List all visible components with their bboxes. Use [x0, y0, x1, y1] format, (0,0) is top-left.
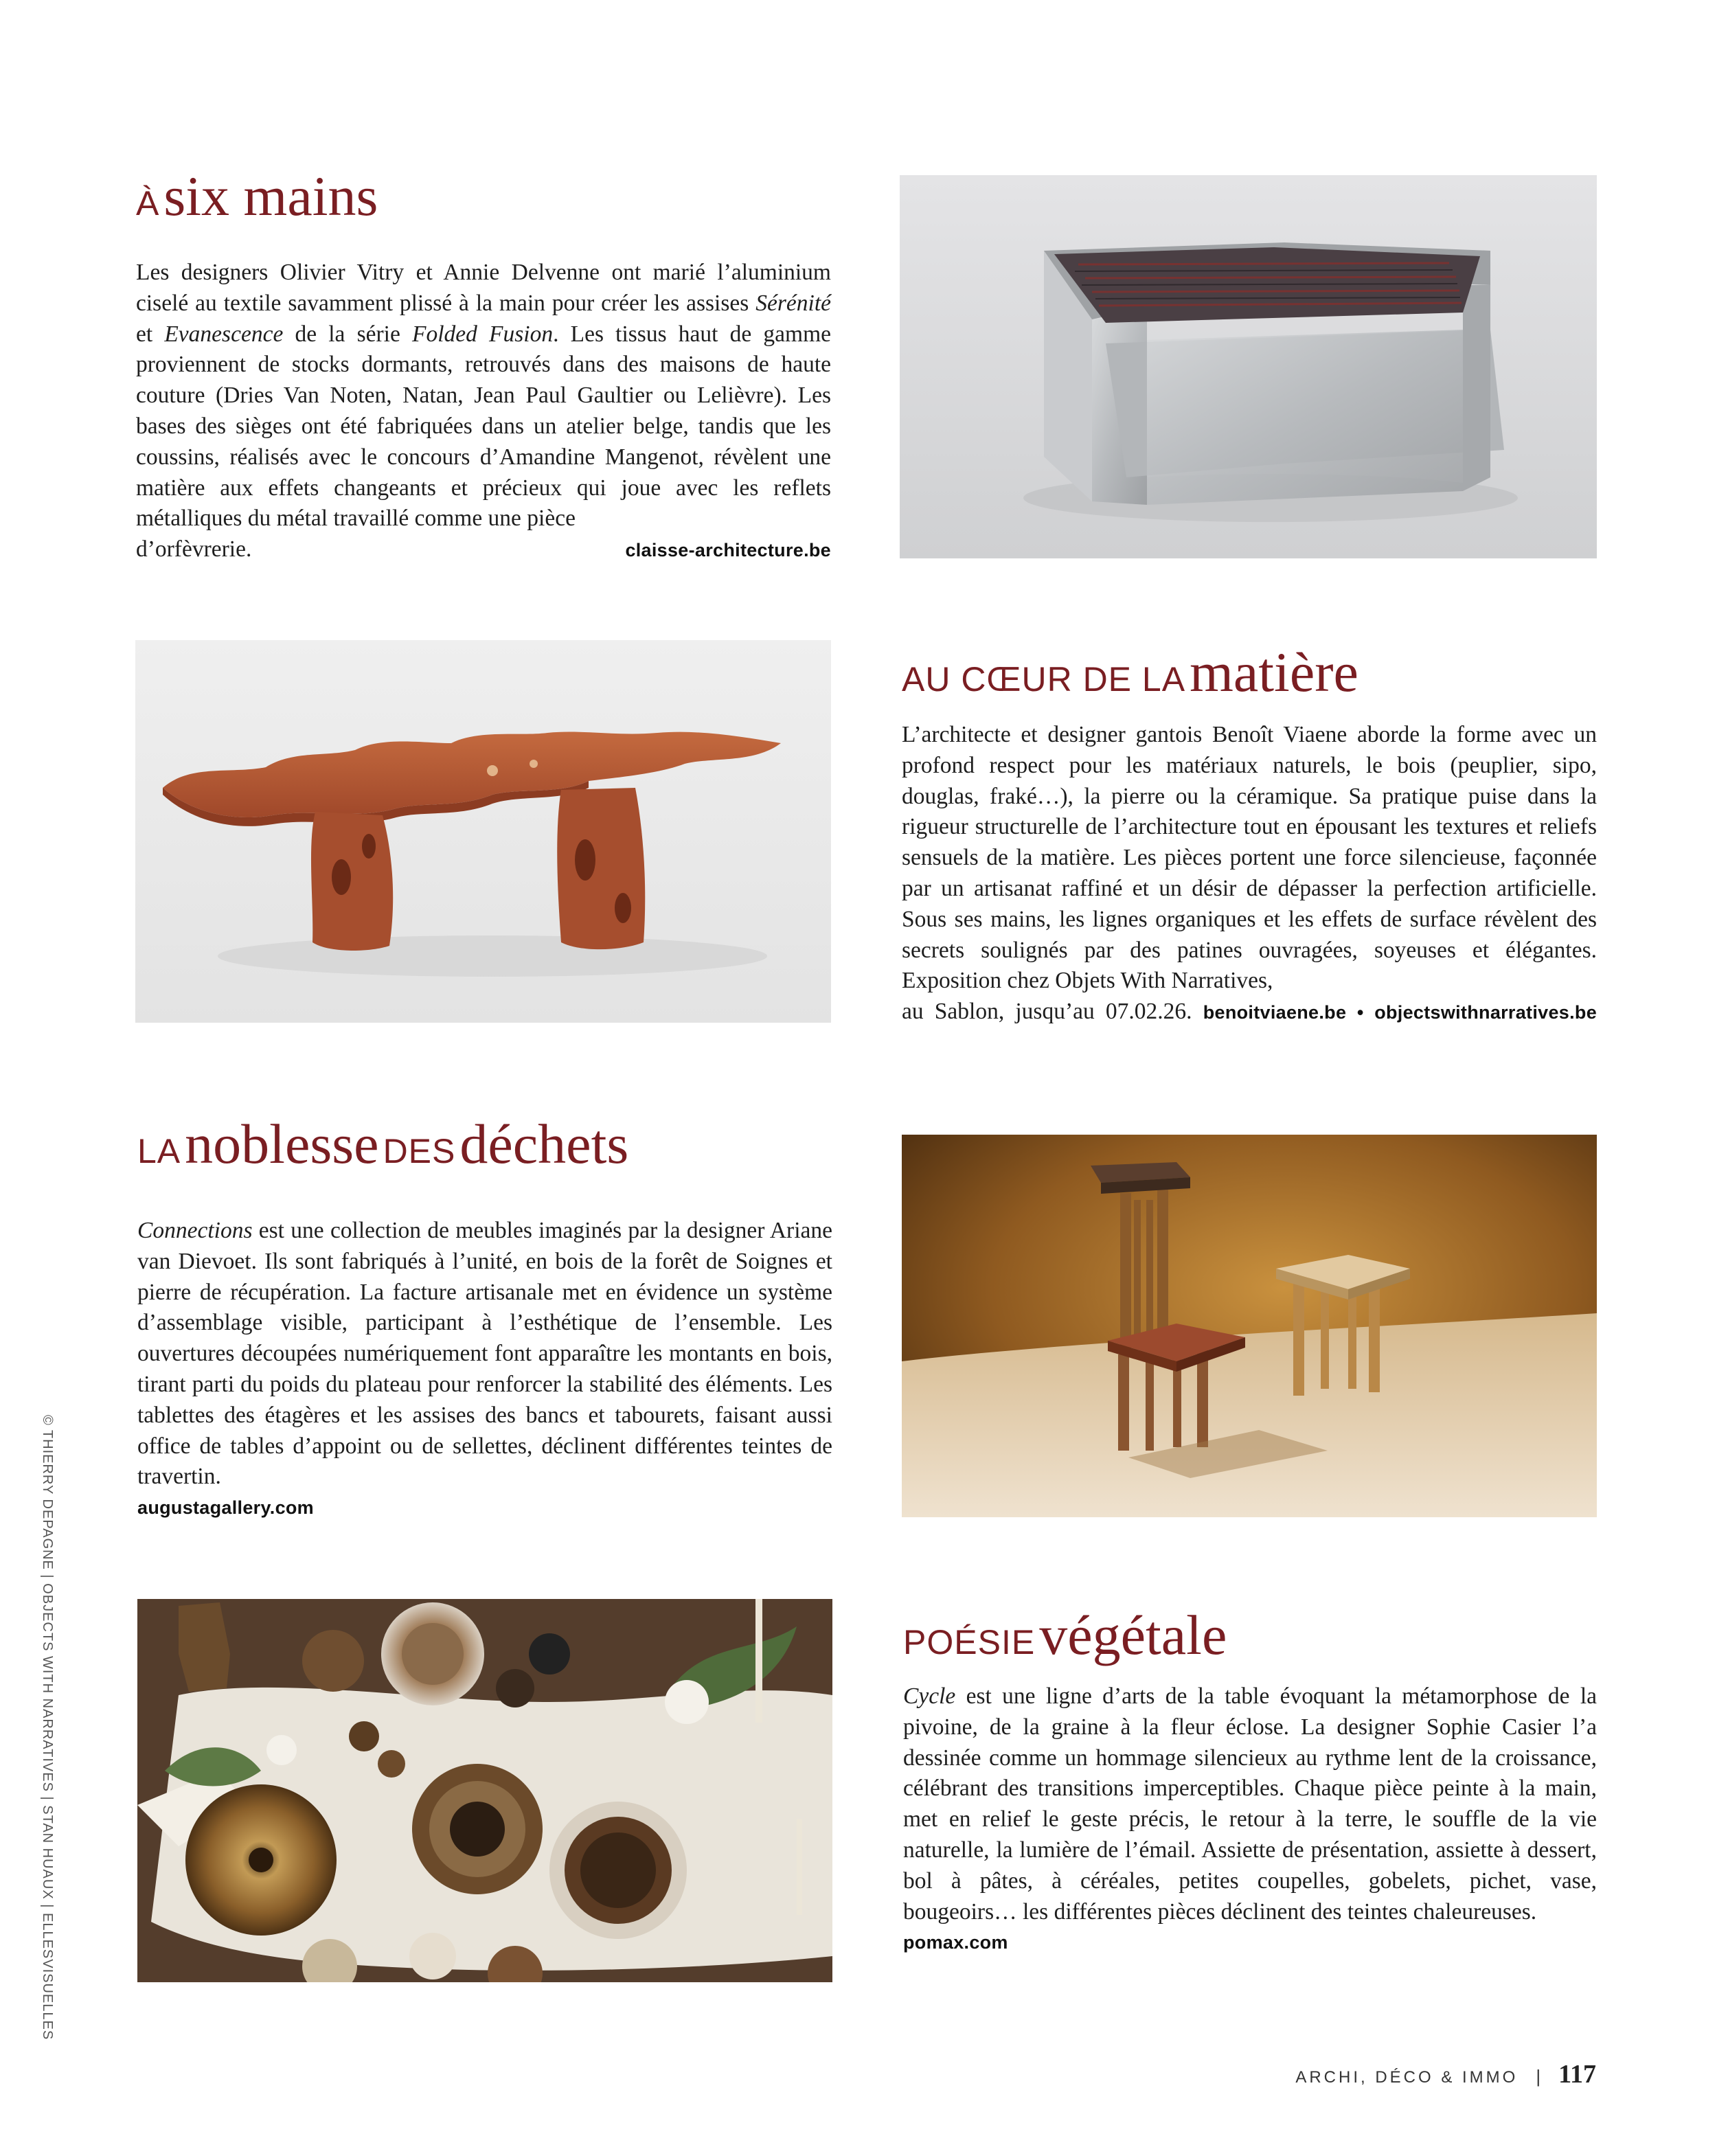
page-footer — [1295, 2059, 1596, 2089]
link-claisse-architecture[interactable]: claisse-architecture.be — [625, 540, 831, 561]
article-body-coeur-matiere: L’architecte et designer gantois Benoît Viaene aborde la forme avec un profond respect pour les matériaux naturels, le bois (peuplier, sipo, douglas, fraké…), la pierre ou la céramique. Sa pratique puise dans la rigueur structurelle de l’architecture tout en épousant les textures et reliefs sensuels de la matière. Les pièces portent une force silencieuse, façonnée par un artisanat raffiné et un désir de dépasser la perfection artificielle. Sous ses mains, les lignes organiques et les effets de surface révèlent des secrets soulignés par des patines ouvragées, soyeuses et élégantes. Exposition chez Objets With Narratives, au Sablon, jusqu’au 07.02.26. benoitviaene.be • objectswithnarratives.be — [902, 722, 1597, 1025]
article-body-six-mains: Les designers Olivier Vitry et Annie Delvenne ont marié l’aluminium ciselé au textile savamment plissé à la main pour créer les assises Sérénité et Evanescence de la série Folded Fusion. Les tissus haut de gamme proviennent de stocks dormants, retrouvés dans des maisons de haute couture (Dries Van Noten, Natan, Jean Paul Gaultier ou Lelièvre). Les bases des sièges ont été fabriquées dans un atelier belge, tandis que les coussins, réalisés avec le concours d’Amandine Mangenot, révèlent une matière aux effets changeants et précieux qui joue avec les reflets métalliques du métal travaillé comme une pièce d’orfèvrerie. claisse-architecture.be — [136, 260, 831, 563]
article-title-coeur-matiere: AU CŒUR DE LA matière — [902, 641, 1358, 703]
footer-section-name: ARCHI, DÉCO & IMMO — [1295, 2068, 1519, 2087]
article-title-six-mains: À six mains — [136, 165, 378, 227]
photo-wooden-stools — [902, 1135, 1597, 1517]
photo-wooden-bench — [135, 640, 831, 1023]
link-pomax[interactable]: pomax.com — [903, 1932, 1008, 1953]
photo-credit: © THIERRY DEPAGNE | OBJECTS WITH NARRATIVES | STAN HUAUX | ELLESVISUELLES — [40, 1415, 55, 2041]
page-number: 117 — [1558, 2060, 1596, 2089]
photo-tableware — [137, 1599, 832, 1982]
article-title-noblesse-dechets: LA noblesse DES déchets — [137, 1113, 629, 1175]
link-augustagallery[interactable]: augustagallery.com — [137, 1497, 314, 1519]
article-body-poesie-vegetale: Cycle est une ligne d’arts de la table évoquant la métamorphose de la pivoine, de la graine à la fleur éclose. La designer Sophie Casier l’a dessinée comme un hommage silencieux au rythme lent de la croissance, célébrant des transitions imperceptibles. Chaque pièce peinte à la main, met en relief le geste précis, le retour à la terre, le souffle de la vie naturelle, la lumière de l’émail. Assiette de présentation, assiette à dessert, bol à pâtes, à céréales, petites coupelles, gobelets, pichet, vase, bougeoirs… les différentes pièces déclinent des teintes chaleureuses. pomax.com — [903, 1681, 1597, 1958]
article-title-poesie-vegetale: POÉSIE végétale — [903, 1604, 1227, 1666]
photo-aluminium-bench — [900, 175, 1597, 558]
footer-separator: | — [1536, 2066, 1541, 2087]
link-benoitviaene-objectswithnarratives[interactable]: benoitviaene.be • objectswithnarratives.be — [1203, 1002, 1597, 1023]
article-body-noblesse-dechets: Connections est une collection de meubles imaginés par la designer Ariane van Dievoet. Ils sont fabriqués à l’unité, en bois de la forêt de Soignes et pierre de récupération. La facture artisanale met en évidence un système d’assemblage visible, participant à l’esthétique de l’ensemble. Les ouvertures découpées numériquement font apparaître les montants en bois, tirant parti du poids du plateau pour renforcer la stabilité des éléments. Les tablettes des étagères et les assises des bancs et tabourets, faisant aussi office de tables d’appoint ou de sellettes, déclinent différentes teintes de travertin. augustagallery.com — [137, 1216, 832, 1523]
